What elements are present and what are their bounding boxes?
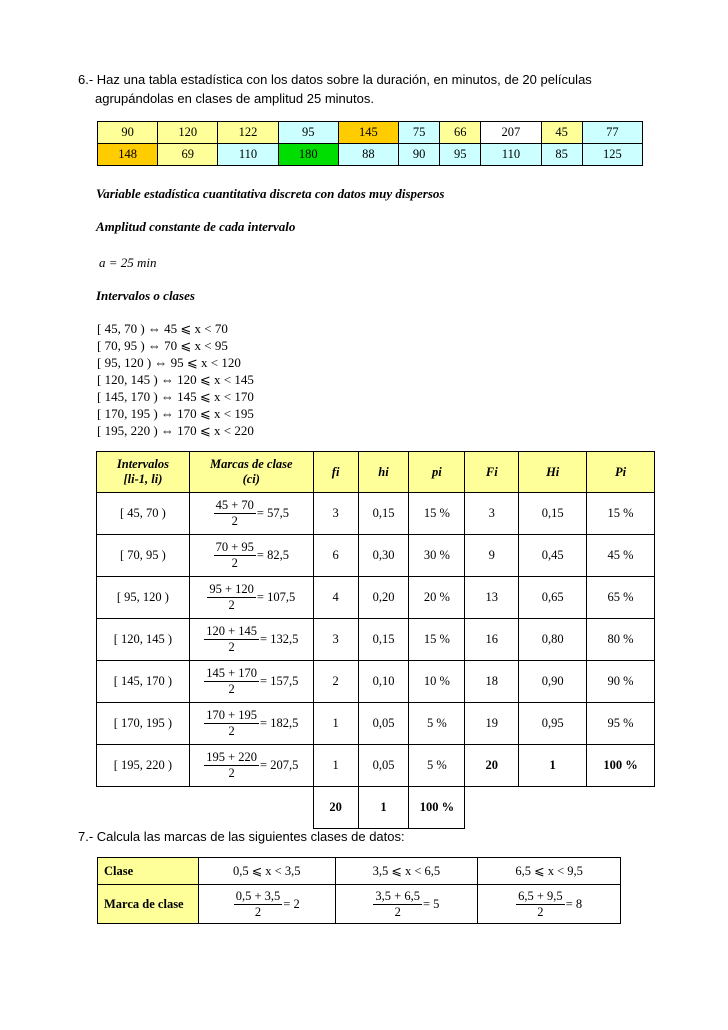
cell-fi: 6 [313, 535, 358, 577]
totals-spacer [587, 787, 655, 829]
cell-Pi: 95 % [587, 703, 655, 745]
cell-fi: 4 [313, 577, 358, 619]
fraction-denominator: 2 [228, 724, 235, 738]
fraction-result: = 8 [565, 896, 583, 911]
class-mark-row [98, 885, 621, 924]
cell-hi: 0,05 [358, 745, 409, 787]
raw-data-cell: 207 [481, 122, 541, 144]
cell-hi: 0,10 [358, 661, 409, 703]
cell-Fi: 9 [465, 535, 519, 577]
exercise-6-line2: agrupándolas en clases de amplitud 25 minutos. [95, 91, 374, 106]
totals-spacer [465, 787, 519, 829]
cell-pi: 5 % [409, 745, 465, 787]
cell-Fi: 16 [465, 619, 519, 661]
fraction-denominator: 2 [231, 514, 238, 528]
class-mark-formula [516, 889, 582, 920]
cell-Pi: 90 % [587, 661, 655, 703]
cell-pi: 15 % [409, 619, 465, 661]
cell-Fi: 19 [465, 703, 519, 745]
fraction-result: = 5 [422, 896, 440, 911]
class-mark-cell [189, 493, 313, 535]
fraction-numerator: 3,5 + 6,5 [375, 888, 420, 903]
totals-spacer [189, 787, 313, 829]
class-cell: 0,5 ⩽ x < 3,5 [198, 858, 335, 885]
interval-def: [ 145, 170 ) ⇔ 145 ⩽ x < 170 [97, 389, 254, 404]
header-intervalos-sub: [li-1, li) [123, 472, 163, 486]
interval-def: [ 120, 145 ) ⇔ 120 ⩽ x < 145 [97, 372, 254, 387]
cell-Hi: 0,95 [519, 703, 587, 745]
raw-data-cell: 90 [399, 144, 440, 166]
cell-Pi: 15 % [587, 493, 655, 535]
fraction-result: = 157,5 [260, 674, 299, 688]
raw-data-cell: 95 [440, 144, 481, 166]
raw-data-cell: 75 [399, 122, 440, 144]
totals-spacer [97, 787, 190, 829]
class-mark-cell [198, 885, 335, 924]
cell-fi: 3 [313, 619, 358, 661]
totals-spacer [519, 787, 587, 829]
cell-Hi: 1 [519, 745, 587, 787]
intervalos-heading: Intervalos o clases [96, 288, 195, 303]
class-mark-formula [373, 889, 439, 920]
fraction-denominator: 2 [228, 640, 235, 654]
cell-Hi: 0,65 [519, 577, 587, 619]
header-pi: pi [409, 452, 465, 493]
exercise-6-line1: 6.- Haz una tabla estadística con los datos sobre la duración, en minutos, de 20 películas [78, 72, 592, 87]
interval-cell: [ 120, 145 ) [97, 619, 190, 661]
class-mark-cell [189, 619, 313, 661]
cell-pi: 15 % [409, 493, 465, 535]
class-cell: 3,5 ⩽ x < 6,5 [335, 858, 478, 885]
raw-data-cell: 125 [582, 144, 642, 166]
cell-hi: 0,15 [358, 619, 409, 661]
fraction-numerator: 0,5 + 3,5 [235, 888, 281, 903]
interval-def: [ 45, 70 ) ⇔ 45 ⩽ x < 70 [97, 321, 228, 336]
frequency-row [97, 745, 655, 787]
header-marcas-label: Marcas de clase [209, 457, 293, 471]
raw-data-cell: 88 [338, 144, 398, 166]
header-intervalos [97, 452, 190, 493]
total-fi: 20 [313, 787, 358, 829]
fraction-denominator: 2 [394, 904, 401, 919]
class-mark-cell [189, 577, 313, 619]
class-mark-formula [234, 889, 300, 920]
interval-def: [ 95, 120 ) ⇔ 95 ⩽ x < 120 [97, 355, 241, 370]
total-pi: 100 % [409, 787, 465, 829]
cell-hi: 0,15 [358, 493, 409, 535]
raw-data-cell: 148 [98, 144, 158, 166]
cell-Fi: 13 [465, 577, 519, 619]
class-mark-cell [189, 703, 313, 745]
raw-data-cell: 110 [481, 144, 541, 166]
cell-pi: 10 % [409, 661, 465, 703]
cell-hi: 0,30 [358, 535, 409, 577]
raw-data-cell: 180 [278, 144, 338, 166]
cell-Fi: 3 [465, 493, 519, 535]
cell-pi: 30 % [409, 535, 465, 577]
variable-heading: Variable estadística cuantitativa discreta con datos muy dispersos [96, 186, 445, 201]
class-mark-formula [204, 750, 298, 781]
header-intervalos-label: Intervalos [116, 457, 169, 471]
cell-hi: 0,05 [358, 703, 409, 745]
frequency-table-header [97, 452, 655, 493]
class-mark-formula [214, 498, 289, 529]
frequency-row [97, 703, 655, 745]
cell-pi: 20 % [409, 577, 465, 619]
fraction-denominator: 2 [254, 904, 262, 919]
raw-data-cell: 110 [218, 144, 278, 166]
cell-fi: 1 [313, 745, 358, 787]
class-mark-cell [189, 745, 313, 787]
header-hi: hi [358, 452, 409, 493]
fraction-denominator: 2 [228, 598, 235, 612]
raw-data-cell: 77 [582, 122, 642, 144]
interval-def: [ 195, 220 ) ⇔ 170 ⩽ x < 220 [97, 423, 254, 438]
fraction-result: = 82,5 [256, 548, 289, 562]
header-fi: fi [313, 452, 358, 493]
class-mark-formula [204, 708, 298, 739]
frequency-row [97, 619, 655, 661]
fraction-numerator: 70 + 95 [215, 540, 254, 554]
exercise-7-statement: 7.- Calcula las marcas de las siguientes clases de datos: [78, 829, 405, 844]
frequency-row [97, 661, 655, 703]
class-row [98, 858, 621, 885]
cell-fi: 1 [313, 703, 358, 745]
amplitud-formula: a = 25 min [99, 255, 157, 270]
fraction-result: = 207,5 [260, 758, 299, 772]
raw-data-row-2 [98, 144, 643, 166]
raw-data-cell: 66 [440, 122, 481, 144]
fraction-denominator: 2 [537, 904, 544, 919]
cell-Fi: 20 [465, 745, 519, 787]
header-Hi: Hi [519, 452, 587, 493]
raw-data-cell: 122 [218, 122, 278, 144]
fraction-numerator: 6,5 + 9,5 [518, 888, 563, 903]
fraction-result: = 57,5 [256, 506, 289, 520]
amplitud-heading: Amplitud constante de cada intervalo [96, 219, 296, 234]
cell-Fi: 18 [465, 661, 519, 703]
class-mark-cell [189, 535, 313, 577]
label-marca: Marca de clase [98, 885, 199, 924]
raw-data-cell: 145 [338, 122, 398, 144]
class-mark-formula [207, 582, 295, 613]
fraction-numerator: 95 + 120 [209, 582, 254, 596]
raw-data-cell: 69 [158, 144, 218, 166]
raw-data-cell: 90 [98, 122, 158, 144]
header-Pi: Pi [587, 452, 655, 493]
interval-cell: [ 170, 195 ) [97, 703, 190, 745]
cell-Pi: 100 % [587, 745, 655, 787]
cell-Hi: 0,45 [519, 535, 587, 577]
cell-Hi: 0,15 [519, 493, 587, 535]
header-marcas-sub: (ci) [242, 472, 260, 486]
interval-cell: [ 145, 170 ) [97, 661, 190, 703]
interval-cell: [ 70, 95 ) [97, 535, 190, 577]
total-hi: 1 [358, 787, 409, 829]
cell-Pi: 80 % [587, 619, 655, 661]
fraction-result: = 132,5 [260, 632, 299, 646]
cell-Pi: 45 % [587, 535, 655, 577]
fraction-denominator: 2 [231, 556, 238, 570]
interval-def: [ 170, 195 ) ⇔ 170 ⩽ x < 195 [97, 406, 254, 421]
header-marcas [189, 452, 313, 493]
interval-cell: [ 95, 120 ) [97, 577, 190, 619]
interval-cell: [ 195, 220 ) [97, 745, 190, 787]
cell-fi: 3 [313, 493, 358, 535]
class-mark-formula [204, 666, 298, 697]
class-mark-cell [189, 661, 313, 703]
raw-data-cell: 85 [541, 144, 582, 166]
interval-cell: [ 45, 70 ) [97, 493, 190, 535]
fraction-result: = 107,5 [256, 590, 296, 604]
raw-data-row-1 [98, 122, 643, 144]
raw-data-cell: 45 [541, 122, 582, 144]
class-mark-formula [214, 540, 289, 571]
class-mark-cell [335, 885, 478, 924]
frequency-row [97, 535, 655, 577]
raw-data-cell: 95 [278, 122, 338, 144]
interval-definitions [97, 320, 254, 439]
frequency-row [97, 493, 655, 535]
frequency-totals-row [97, 787, 655, 829]
raw-data-table [97, 121, 643, 166]
interval-def: [ 70, 95 ) ⇔ 70 ⩽ x < 95 [97, 338, 228, 353]
frequency-table [96, 451, 655, 829]
cell-hi: 0,20 [358, 577, 409, 619]
label-clase: Clase [98, 858, 199, 885]
cell-Hi: 0,80 [519, 619, 587, 661]
cell-Hi: 0,90 [519, 661, 587, 703]
fraction-denominator: 2 [228, 682, 235, 696]
class-mark-cell [478, 885, 621, 924]
class-mark-formula [204, 624, 298, 655]
fraction-result: = 2 [283, 896, 300, 911]
fraction-numerator: 45 + 70 [215, 498, 254, 512]
fraction-numerator: 170 + 195 [206, 708, 258, 722]
fraction-numerator: 120 + 145 [206, 624, 258, 638]
exercise-6-statement [78, 70, 592, 108]
frequency-row [97, 577, 655, 619]
cell-pi: 5 % [409, 703, 465, 745]
class-cell: 6,5 ⩽ x < 9,5 [478, 858, 621, 885]
raw-data-cell: 120 [158, 122, 218, 144]
fraction-numerator: 195 + 220 [206, 750, 258, 764]
cell-Pi: 65 % [587, 577, 655, 619]
fraction-denominator: 2 [228, 766, 235, 780]
cell-fi: 2 [313, 661, 358, 703]
header-Fi: Fi [465, 452, 519, 493]
fraction-numerator: 145 + 170 [206, 666, 258, 680]
fraction-result: = 182,5 [260, 716, 299, 730]
class-marks-table [97, 857, 621, 924]
